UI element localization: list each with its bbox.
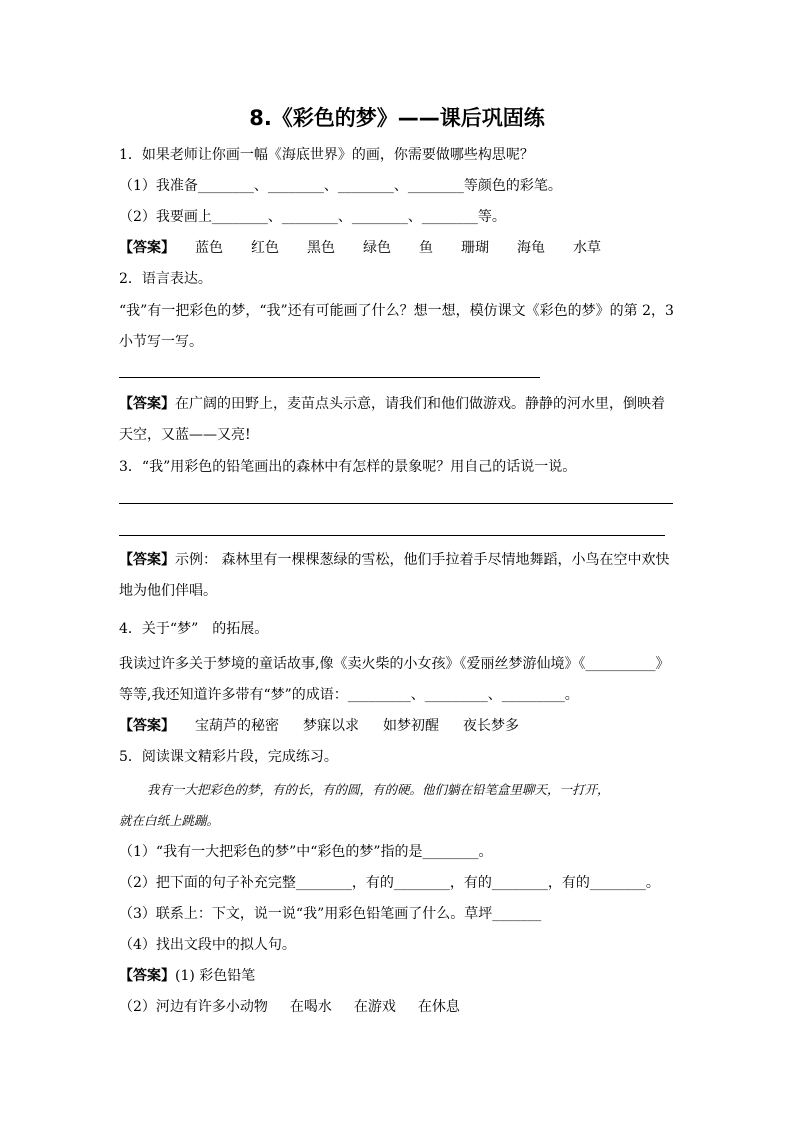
q5-answer-line1 [119, 966, 255, 986]
q3-answer-text: 示例： 森林里有一棵棵葱绿的雪松，他们手拉着手尽情地舞蹈，小鸟在空中欢快 [175, 552, 670, 568]
q1-answer-item: 海龟 [517, 240, 545, 256]
q2-text-line1: “我”有一把彩色的梦，“我”还有可能画了什么？想一想，模仿课文《彩色的梦》的第 2，3 [119, 303, 674, 319]
q4-answer-item: 如梦初醒 [383, 718, 439, 734]
q3-answer-line [119, 503, 673, 504]
q5-sub2: （2）把下面的句子补充完整________，有的________，有的________，有的________。 [119, 875, 660, 891]
answer-tag: 【答案】 [119, 240, 175, 256]
q5-answer-text: (1) 彩色铅笔 [175, 968, 256, 984]
q1-answer-item: 红色 [251, 240, 279, 256]
answer-tag: 【答案】 [119, 552, 175, 568]
q4-answer-item: 宝葫芦的秘密 [195, 718, 279, 734]
q5-answer-item: 在游戏 [353, 999, 396, 1015]
q3-stem: 3．“我”用彩色的铅笔画出的森林中有怎样的景象呢？用自己的话说一说。 [119, 459, 577, 475]
q5-answer-line2 [119, 997, 460, 1017]
q4-stem: 4．关于“梦” 的拓展。 [119, 621, 269, 637]
q1-answer [119, 238, 601, 258]
q1-answer-item: 水草 [573, 240, 601, 256]
q2-answer-line [119, 377, 540, 378]
q5-sub1: （1）“我有一大把彩色的梦”中“彩色的梦”指的是________。 [119, 844, 493, 860]
q1-stem: 1．如果老师让你画一幅《海底世界》的画，你需要做哪些构思呢？ [119, 147, 534, 163]
answer-tag: 【答案】 [119, 968, 175, 984]
q1-answer-item: 鱼 [419, 240, 433, 256]
q2-stem: 2．语言表达。 [119, 271, 212, 287]
q2-answer-text: 在广阔的田野上，麦苗点头示意，请我们和他们做游戏。静静的河水里，倒映着 [175, 396, 665, 412]
q4-answer-item: 夜长梦多 [463, 718, 519, 734]
q5-sub4: （4）找出文段中的拟人句。 [119, 937, 296, 953]
q4-text-line2: 等等,我还知道许多带有“梦”的成语：_________、_________、_________。 [119, 687, 579, 703]
q5-passage-line1: 我有一大把彩色的梦，有的长，有的圆，有的硬。他们躺在铅笔盒里聊天，一打开， [147, 782, 610, 797]
q1-sub1: （1）我准备________、________、________、________等颜色的彩笔。 [119, 178, 562, 194]
q1-answer-item: 珊瑚 [461, 240, 489, 256]
q1-answer-item: 蓝色 [195, 240, 223, 256]
q5-stem: 5．阅读课文精彩片段，完成练习。 [119, 749, 338, 765]
q3-answer-line [119, 535, 665, 536]
page-title: 8.《彩色的梦》——课后巩固练 [249, 106, 545, 130]
q2-answer-line2: 天空，又蓝——又亮! [119, 427, 251, 443]
q5-answer-item: 在休息 [417, 999, 460, 1015]
q3-answer-line2: 地为他们伴唱。 [119, 583, 217, 599]
answer-tag: 【答案】 [119, 396, 175, 412]
q3-answer-line1 [119, 550, 669, 570]
q4-text-line1: 我读过许多关于梦境的童话故事,像《卖火柴的小女孩》《爱丽丝梦游仙境》《__________》 [119, 656, 670, 672]
q5-passage-line2: 就在白纸上跳蹦。 [119, 813, 220, 828]
q4-answer [119, 716, 519, 736]
q4-answer-item: 梦寐以求 [303, 718, 359, 734]
q5-sub3: （3）联系上：下文，说一说“我”用彩色铅笔画了什么。草坪_______ [119, 906, 542, 922]
q1-answer-item: 黑色 [307, 240, 335, 256]
q1-answer-item: 绿色 [363, 240, 391, 256]
q2-text-line2: 小节写一写。 [119, 334, 203, 350]
q5-answer-item: 在喝水 [289, 999, 332, 1015]
q1-sub2: （2）我要画上________、________、________、________等。 [119, 209, 506, 225]
q2-answer-line1 [119, 394, 665, 414]
q5-answer-prefix: （2）河边有许多小动物 [119, 999, 268, 1015]
answer-tag: 【答案】 [119, 718, 175, 734]
